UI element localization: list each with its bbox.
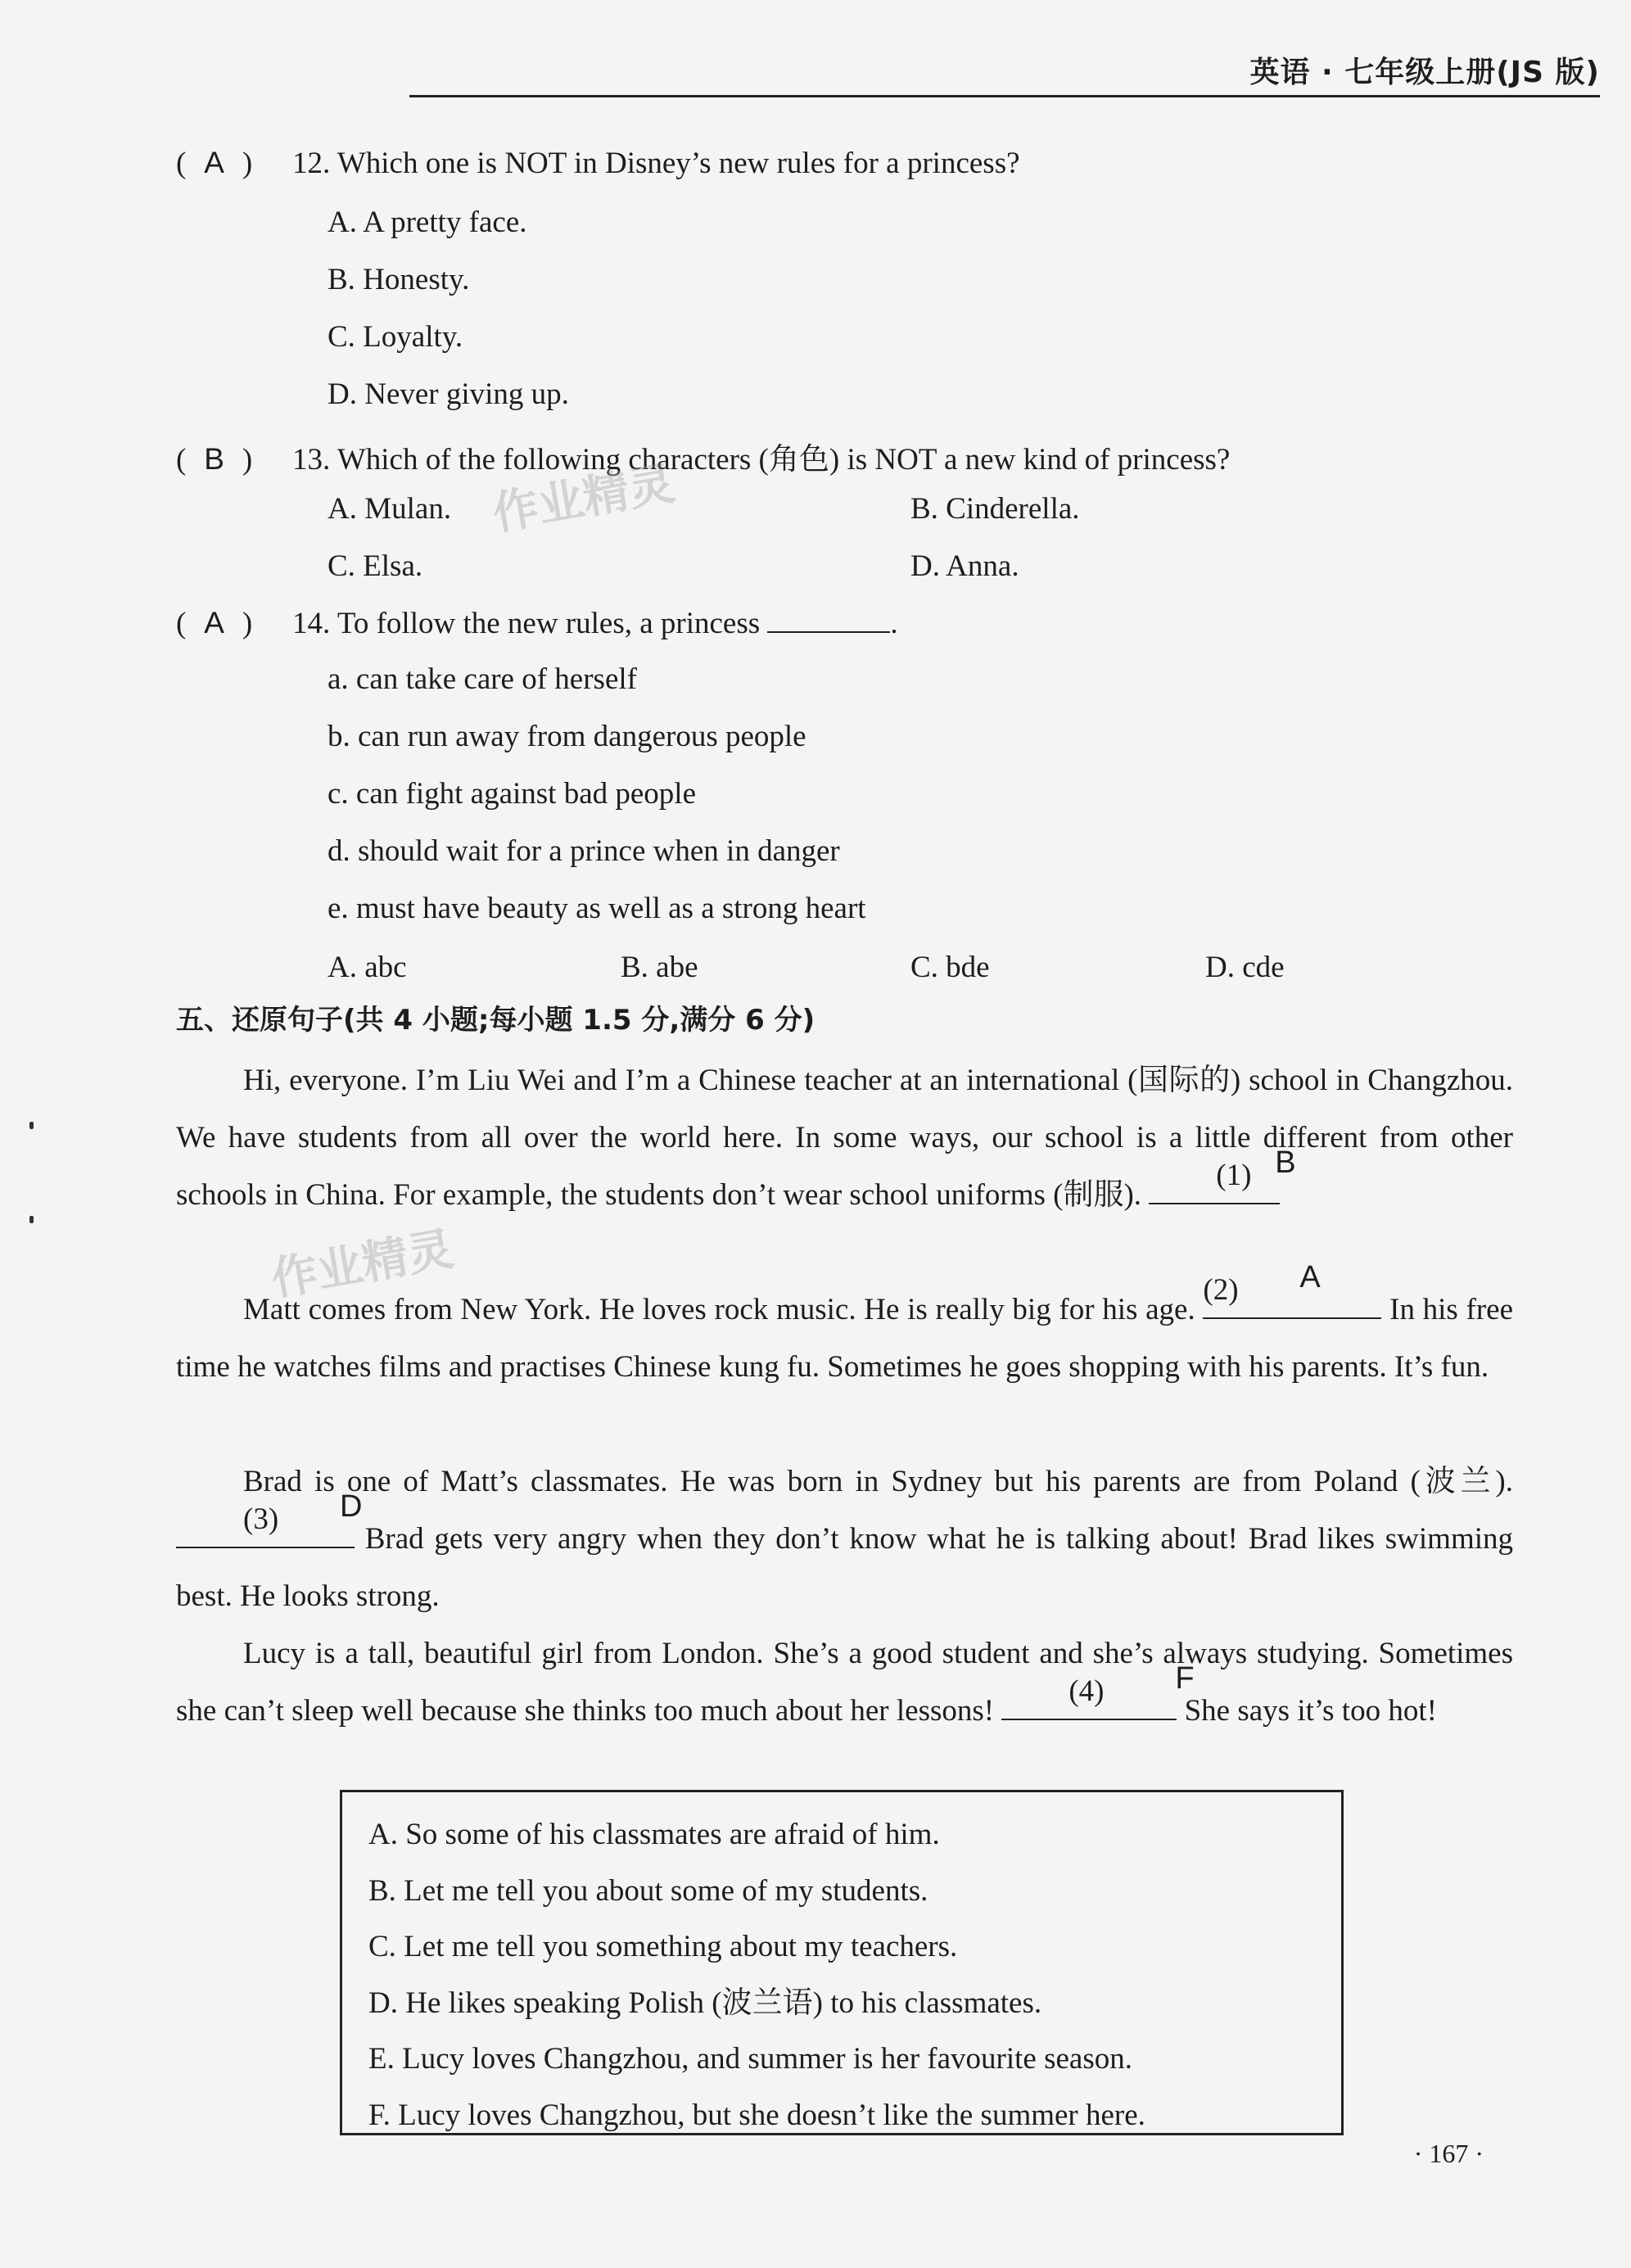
subitem-c: c. can fight against bad people [328,777,696,811]
blank-4-answer: F [1175,1661,1195,1696]
question-text-14: To follow the new rules, a princess [337,607,761,640]
blank-3-answer: D [340,1489,363,1524]
sentence-options-box [340,1790,1344,2135]
question-12: ( A ) 12. Which one is NOT in Disney’s new rules for a princess? [176,146,1020,180]
option-12-b: B. Honesty. [328,263,470,296]
box-option-a: A. So some of his classmates are afraid of him. [368,1818,940,1851]
answer-13: B [204,442,224,476]
option-13-b: B. Cinderella. [910,492,1080,526]
page-number: · 167 · [1413,2139,1484,2168]
option-14-c: C. bde [910,951,990,984]
option-14-a: A. abc [328,951,407,984]
option-14-d: D. cde [1205,951,1285,984]
subitem-a: a. can take care of herself [328,662,637,696]
passage-paragraph-2: Matt comes from New York. He loves rock music. He is really big for his age. (2) A In his free time he watches films and practises Chinese kung fu. Sometimes he goes shopping with his parents. It’s fun. [176,1281,1513,1396]
question-13: ( B ) 13. Which of the following characters (角色) is NOT a new kind of princess? [176,442,1231,477]
blank-1-answer: B [1275,1145,1296,1180]
header-rule [409,95,1600,97]
margin-mark [29,1216,34,1223]
question-text-12: Which one is NOT in Disney’s new rules for a princess? [337,147,1020,180]
option-13-a: A. Mulan. [328,492,452,526]
passage-paragraph-3: Brad is one of Matt’s classmates. He was born in Sydney but his parents are from Poland (波兰). (3) D Brad gets very angry when they don’t know what he is talking about! Brad likes swimming best. He looks strong. [176,1465,1514,1613]
option-13-d: D. Anna. [910,549,1019,583]
margin-mark [29,1122,34,1129]
box-option-e: E. Lucy loves Changzhou, and summer is her favourite season. [368,2042,1132,2076]
subitem-e: e. must have beauty as well as a strong heart [328,892,866,925]
box-option-c: C. Let me tell you something about my teachers. [368,1930,958,1963]
option-14-b: B. abe [621,951,698,984]
answer-blank [767,607,890,633]
answer-14: A [204,606,224,639]
watermark: 作业精灵 [267,1222,458,1307]
header-title: 英语 · 七年级上册(JS 版) [1249,56,1600,89]
question-14: ( A ) 14. To follow the new rules, a princess . [176,606,898,640]
option-12-c: C. Loyalty. [328,320,463,354]
subitem-d: d. should wait for a prince when in danger [328,834,840,868]
blank-1: (1) B [1149,1167,1280,1204]
blank-2: (2) A [1203,1281,1381,1319]
blank-3: (3) D [176,1511,355,1548]
box-option-b: B. Let me tell you about some of my students. [368,1873,928,1908]
passage-paragraph-4: Lucy is a tall, beautiful girl from London. She’s a good student and she’s always studying. Sometimes she can’t sleep well because she thinks too much about her lessons! (4) F She says it’s too hot! [176,1637,1513,1728]
watermark: 作业精灵 [488,456,679,541]
answer-12: A [204,146,224,179]
option-13-c: C. Elsa. [328,549,423,583]
blank-2-answer: A [1299,1260,1321,1294]
box-option-d: D. He likes speaking Polish (波兰语) to his classmates. [368,1986,1042,2020]
blank-4: (4) F [1001,1683,1177,1720]
box-option-f: F. Lucy loves Changzhou, but she doesn’t like the summer here. [368,2098,1145,2132]
question-text-13: Which of the following characters (角色) is NOT a new kind of princess? [337,443,1231,477]
option-12-a: A. A pretty face. [328,206,527,239]
passage-paragraph-1: Hi, everyone. I’m Liu Wei and I’m a Chinese teacher at an international (国际的) school in Changzhou. We have students from all over the world here. In some ways, our school is a little different from other schools in China. For example, the students don’t wear school uniforms (制服). (1) B [176,1064,1513,1212]
section-title: 五、还原句子(共 4 小题;每小题 1.5 分,满分 6 分) [176,1004,816,1037]
option-12-d: D. Never giving up. [328,377,569,411]
subitem-b: b. can run away from dangerous people [328,720,806,753]
